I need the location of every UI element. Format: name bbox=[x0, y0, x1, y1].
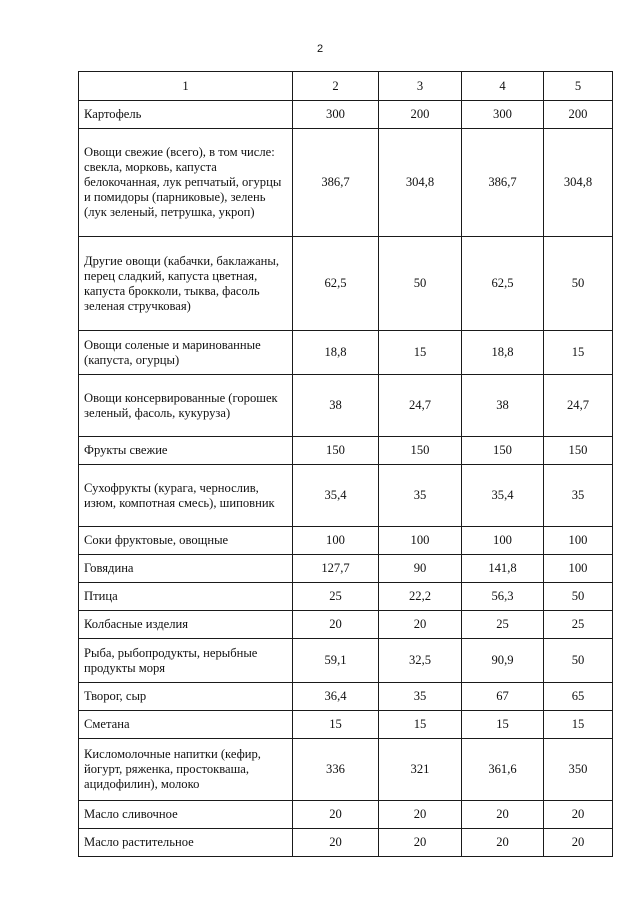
table-row bbox=[79, 801, 613, 829]
value-cell: 65 bbox=[544, 683, 613, 711]
table-row bbox=[79, 739, 613, 801]
value-cell: 56,3 bbox=[462, 583, 544, 611]
table-row bbox=[79, 465, 613, 527]
value-cell: 20 bbox=[293, 801, 379, 829]
value-cell: 20 bbox=[379, 611, 462, 639]
value-cell: 50 bbox=[379, 237, 462, 331]
value-cell: 90 bbox=[379, 555, 462, 583]
product-name-cell: Овощи соленые и маринованные (капуста, огурцы) bbox=[79, 331, 293, 375]
value-cell: 15 bbox=[379, 711, 462, 739]
table-row bbox=[79, 101, 613, 129]
product-name-cell: Картофель bbox=[79, 101, 293, 129]
table-row bbox=[79, 639, 613, 683]
value-cell: 15 bbox=[379, 331, 462, 375]
value-cell: 32,5 bbox=[379, 639, 462, 683]
table-row bbox=[79, 129, 613, 237]
value-cell: 20 bbox=[293, 829, 379, 857]
product-name-cell: Говядина bbox=[79, 555, 293, 583]
value-cell: 100 bbox=[462, 527, 544, 555]
value-cell: 35 bbox=[379, 683, 462, 711]
value-cell: 24,7 bbox=[544, 375, 613, 437]
product-name-cell: Другие овощи (кабачки, баклажаны, перец сладкий, капуста цветная, капуста брокколи, тыква, фасоль зеленая стручковая) bbox=[79, 237, 293, 331]
value-cell: 361,6 bbox=[462, 739, 544, 801]
value-cell: 150 bbox=[462, 437, 544, 465]
header-cell: 5 bbox=[544, 72, 613, 101]
product-name-cell: Колбасные изделия bbox=[79, 611, 293, 639]
table-row bbox=[79, 331, 613, 375]
value-cell: 90,9 bbox=[462, 639, 544, 683]
product-name-cell: Масло сливочное bbox=[79, 801, 293, 829]
value-cell: 200 bbox=[379, 101, 462, 129]
value-cell: 150 bbox=[379, 437, 462, 465]
table-row bbox=[79, 527, 613, 555]
header-cell: 1 bbox=[79, 72, 293, 101]
value-cell: 336 bbox=[293, 739, 379, 801]
value-cell: 100 bbox=[293, 527, 379, 555]
value-cell: 62,5 bbox=[293, 237, 379, 331]
value-cell: 321 bbox=[379, 739, 462, 801]
value-cell: 38 bbox=[462, 375, 544, 437]
value-cell: 20 bbox=[379, 829, 462, 857]
product-name-cell: Сухофрукты (курага, чернослив, изюм, компотная смесь), шиповник bbox=[79, 465, 293, 527]
product-name-cell: Рыба, рыбопродукты, нерыбные продукты моря bbox=[79, 639, 293, 683]
value-cell: 100 bbox=[544, 555, 613, 583]
value-cell: 150 bbox=[544, 437, 613, 465]
value-cell: 304,8 bbox=[544, 129, 613, 237]
value-cell: 100 bbox=[544, 527, 613, 555]
table-row bbox=[79, 683, 613, 711]
value-cell: 127,7 bbox=[293, 555, 379, 583]
value-cell: 67 bbox=[462, 683, 544, 711]
table-row bbox=[79, 829, 613, 857]
value-cell: 18,8 bbox=[293, 331, 379, 375]
value-cell: 20 bbox=[293, 611, 379, 639]
value-cell: 18,8 bbox=[462, 331, 544, 375]
value-cell: 35,4 bbox=[293, 465, 379, 527]
value-cell: 20 bbox=[544, 829, 613, 857]
table-row bbox=[79, 555, 613, 583]
value-cell: 300 bbox=[293, 101, 379, 129]
value-cell: 141,8 bbox=[462, 555, 544, 583]
value-cell: 386,7 bbox=[293, 129, 379, 237]
table-body bbox=[79, 72, 613, 857]
value-cell: 50 bbox=[544, 583, 613, 611]
value-cell: 35 bbox=[544, 465, 613, 527]
value-cell: 38 bbox=[293, 375, 379, 437]
product-name-cell: Сметана bbox=[79, 711, 293, 739]
norms-table bbox=[78, 71, 613, 857]
value-cell: 59,1 bbox=[293, 639, 379, 683]
value-cell: 50 bbox=[544, 237, 613, 331]
table-row bbox=[79, 375, 613, 437]
value-cell: 15 bbox=[462, 711, 544, 739]
value-cell: 15 bbox=[544, 331, 613, 375]
product-name-cell: Соки фруктовые, овощные bbox=[79, 527, 293, 555]
value-cell: 15 bbox=[293, 711, 379, 739]
value-cell: 20 bbox=[462, 829, 544, 857]
value-cell: 304,8 bbox=[379, 129, 462, 237]
product-name-cell: Творог, сыр bbox=[79, 683, 293, 711]
table-row bbox=[79, 611, 613, 639]
value-cell: 150 bbox=[293, 437, 379, 465]
table-header-row bbox=[79, 72, 613, 101]
product-name-cell: Кисломолочные напитки (кефир, йогурт, ряженка, простокваша, ацидофилин), молоко bbox=[79, 739, 293, 801]
value-cell: 35,4 bbox=[462, 465, 544, 527]
value-cell: 15 bbox=[544, 711, 613, 739]
table-row bbox=[79, 437, 613, 465]
value-cell: 200 bbox=[544, 101, 613, 129]
header-cell: 3 bbox=[379, 72, 462, 101]
value-cell: 50 bbox=[544, 639, 613, 683]
product-name-cell: Масло растительное bbox=[79, 829, 293, 857]
value-cell: 386,7 bbox=[462, 129, 544, 237]
header-cell: 2 bbox=[293, 72, 379, 101]
table-row bbox=[79, 237, 613, 331]
value-cell: 100 bbox=[379, 527, 462, 555]
value-cell: 300 bbox=[462, 101, 544, 129]
page-number: 2 bbox=[316, 43, 324, 55]
product-name-cell: Птица bbox=[79, 583, 293, 611]
value-cell: 36,4 bbox=[293, 683, 379, 711]
value-cell: 350 bbox=[544, 739, 613, 801]
product-name-cell: Фрукты свежие bbox=[79, 437, 293, 465]
product-name-cell: Овощи консервированные (горошек зеленый, фасоль, кукуруза) bbox=[79, 375, 293, 437]
value-cell: 25 bbox=[293, 583, 379, 611]
value-cell: 25 bbox=[544, 611, 613, 639]
value-cell: 20 bbox=[544, 801, 613, 829]
value-cell: 20 bbox=[462, 801, 544, 829]
table-row bbox=[79, 583, 613, 611]
value-cell: 62,5 bbox=[462, 237, 544, 331]
product-name-cell: Овощи свежие (всего), в том числе: свекла, морковь, капуста белокочанная, лук репчатый, огурцы и помидоры (парниковые), зелень (лук зеленый, петрушка, укроп) bbox=[79, 129, 293, 237]
value-cell: 20 bbox=[379, 801, 462, 829]
header-cell: 4 bbox=[462, 72, 544, 101]
table-row bbox=[79, 711, 613, 739]
value-cell: 24,7 bbox=[379, 375, 462, 437]
value-cell: 25 bbox=[462, 611, 544, 639]
value-cell: 22,2 bbox=[379, 583, 462, 611]
value-cell: 35 bbox=[379, 465, 462, 527]
